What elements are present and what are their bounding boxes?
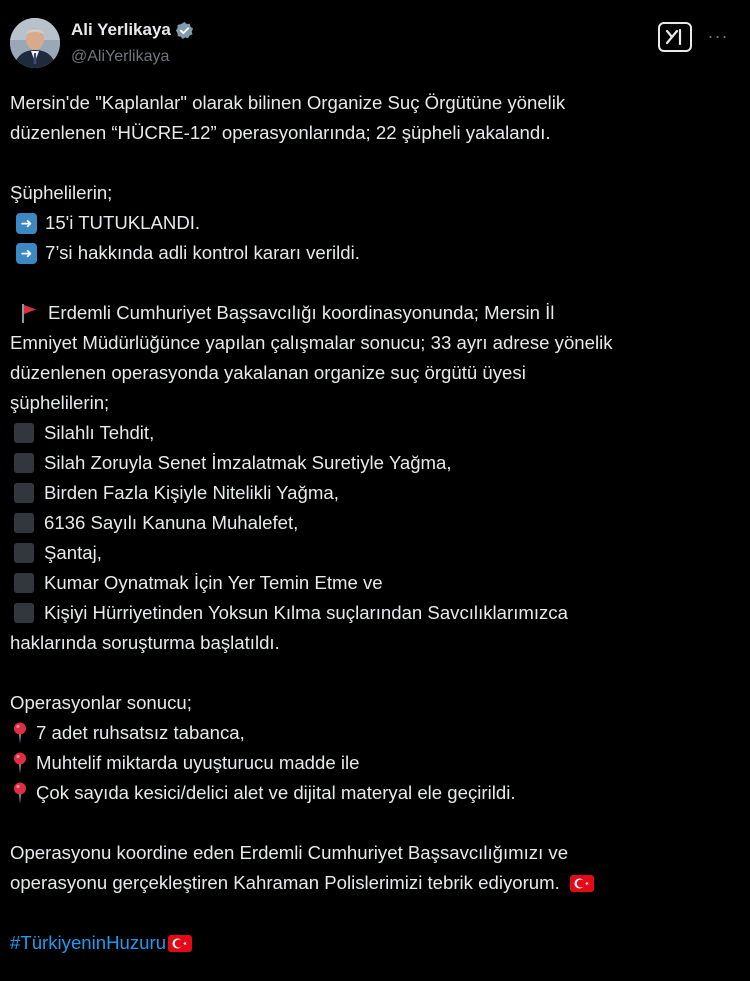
list-item [10, 508, 740, 538]
author-avatar[interactable] [10, 18, 60, 68]
triangular-red-flag-emoji-icon [20, 303, 42, 323]
list-item-text: Çok sayıda kesici/delici alet ve dijital materyal ele geçirildi. [36, 782, 516, 803]
author-handle[interactable]: @AliYerlikaya [71, 48, 170, 65]
list-item-text: 7’si hakkında adli kontrol kararı verildi. [45, 242, 360, 263]
author-name[interactable]: Ali Yerlikaya [71, 20, 171, 39]
list-item [10, 568, 740, 598]
list-item-text: Kumar Oynatmak İçin Yer Temin Etme ve [44, 572, 383, 593]
list-item-text: 6136 Sayılı Kanuna Muhalefet, [44, 512, 299, 533]
list-item [10, 778, 740, 808]
list-item-text: Birden Fazla Kişiyle Nitelikli Yağma, [44, 482, 339, 503]
grok-icon [664, 28, 686, 46]
list-item [10, 208, 740, 238]
person-photo-icon [10, 18, 60, 68]
black-square-emoji-icon [14, 603, 34, 623]
tweet-text [10, 88, 740, 958]
round-pushpin-emoji-icon [12, 751, 30, 775]
round-pushpin-emoji-icon [12, 721, 30, 745]
text-line-content: Erdemli Cumhuriyet Başsavcılığı koordinasyonunda; Mersin İl [48, 302, 555, 323]
grok-button[interactable] [658, 22, 692, 52]
list-item [10, 238, 740, 268]
black-square-emoji-icon [14, 543, 34, 563]
text-line-content: operasyonu gerçekleştiren Kahraman Polislerimizi tebrik ediyorum. [10, 872, 560, 893]
text-line: Emniyet Müdürlüğünce yapılan çalışmalar sonucu; 33 ayrı adrese yönelik [10, 332, 613, 353]
turkey-flag-emoji-icon [570, 875, 594, 892]
list-item-text: 15'i TUTUKLANDI. [45, 212, 201, 233]
turkey-flag-emoji-icon [168, 935, 192, 952]
text-line: şüphelilerin; [10, 392, 110, 413]
text-line: düzenlenen “HÜCRE-12” operasyonlarında; 22 şüpheli yakalandı. [10, 122, 551, 143]
list-item-text: Silah Zoruyla Senet İmzalatmak Suretiyle Yağma, [44, 452, 452, 473]
list-item [10, 538, 740, 568]
hashtag-line [10, 928, 740, 958]
text-line: Şüphelilerin; [10, 182, 113, 203]
round-pushpin-emoji-icon [12, 781, 30, 805]
right-arrow-emoji-icon: ➜ [16, 243, 37, 264]
list-item-text: Muhtelif miktarda uyuşturucu madde ile [36, 752, 360, 773]
more-options-button[interactable] [704, 22, 732, 50]
list-item-text: 7 adet ruhsatsız tabanca, [36, 722, 245, 743]
black-square-emoji-icon [14, 483, 34, 503]
verified-badge-icon[interactable] [175, 21, 194, 40]
list-item [10, 418, 740, 448]
text-line: haklarında soruşturma başlatıldı. [10, 632, 280, 653]
author-name-row[interactable] [71, 20, 194, 40]
text-line [10, 868, 740, 898]
list-item-text: Şantaj, [44, 542, 102, 563]
more-options-icon: ··· [707, 25, 729, 46]
black-square-emoji-icon [14, 453, 34, 473]
list-item-text: Silahlı Tehdit, [44, 422, 155, 443]
list-item [10, 448, 740, 478]
hashtag-link[interactable]: #TürkiyeninHuzuru [10, 932, 167, 953]
list-item [10, 748, 740, 778]
text-line: Operasyonlar sonucu; [10, 692, 192, 713]
black-square-emoji-icon [14, 573, 34, 593]
list-item [10, 718, 740, 748]
right-arrow-emoji-icon: ➜ [16, 213, 37, 234]
list-item [10, 598, 740, 628]
text-line: düzenlenen operasyonda yakalanan organize suç örgütü üyesi [10, 362, 526, 383]
list-item-text: Kişiyi Hürriyetinden Yoksun Kılma suçlarından Savcılıklarımızca [44, 602, 568, 623]
list-item [10, 478, 740, 508]
text-line: Operasyonu koordine eden Erdemli Cumhuriyet Başsavcılığımızı ve [10, 842, 569, 863]
black-square-emoji-icon [14, 423, 34, 443]
text-line [10, 298, 740, 328]
black-square-emoji-icon [14, 513, 34, 533]
text-line: Mersin'de "Kaplanlar" olarak bilinen Organize Suç Örgütüne yönelik [10, 92, 566, 113]
